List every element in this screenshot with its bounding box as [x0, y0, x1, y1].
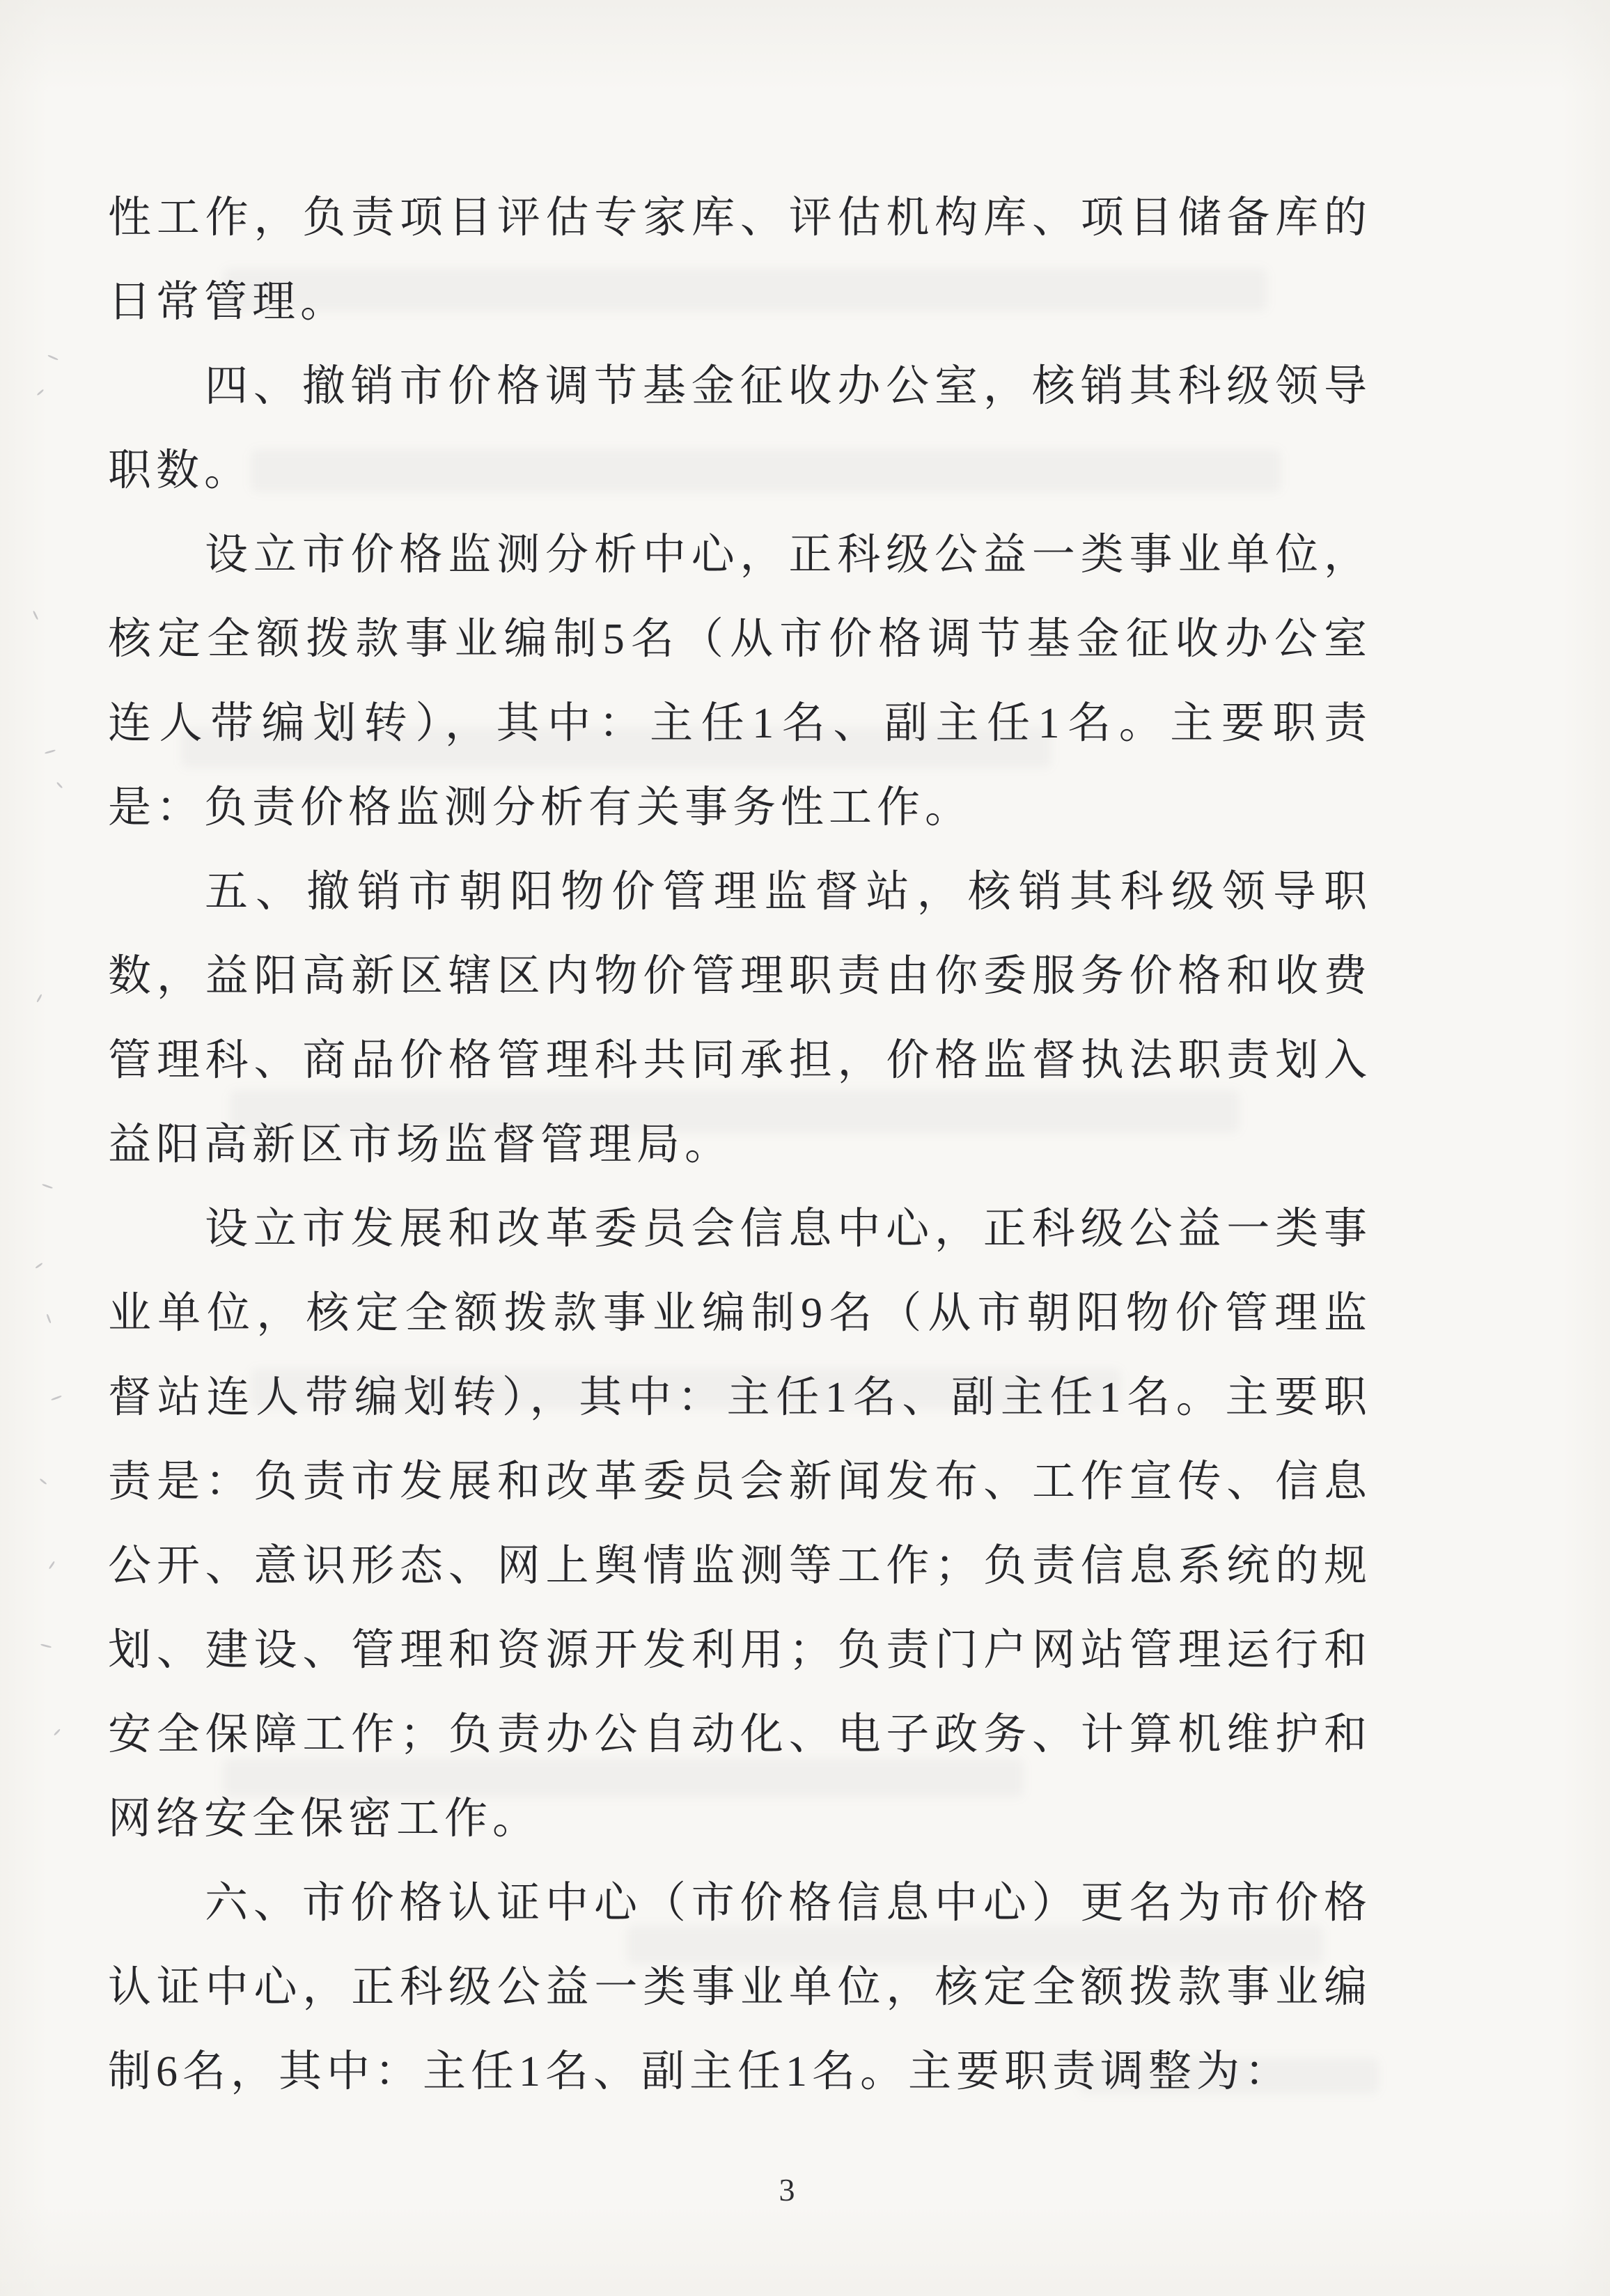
scan-mark: [42, 1183, 53, 1189]
scan-mark: [49, 1561, 56, 1569]
scan-mark: [35, 1263, 43, 1269]
scan-mark: [47, 354, 58, 361]
body-paragraph: 设立市发展和改革委员会信息中心，正科级公益一类事业单位，核定全额拨款事业编制9名（从市朝阳物价管理监督站连人带编划转），其中：主任1名、副主任1名。主要职责是：负责市发展和改革委员会新闻发布、工作宣传、信息公开、意识形态、网上舆情监测等工作；负责信息系统的规划、建设、管理和资源开发利用；负责门户网站管理运行和安全保障工作；负责办公自动化、电子政务、计算机维护和网络安全保密工作。: [108, 1205, 1372, 1843]
scan-mark: [45, 749, 56, 754]
scan-mark: [51, 1395, 62, 1400]
scan-mark: [36, 994, 42, 1003]
body-paragraph: 五、撤销市朝阳物价管理监督站，核销其科级领导职数，益阳高新区辖区内物价管理职责由你委服务价格和收费管理科、商品价格管理科共同承担，价格监督执法职责划入益阳高新区市场监督管理局。: [108, 868, 1372, 1169]
document-body: [108, 176, 1372, 2114]
body-paragraph: 六、市价格认证中心（市价格信息中心）更名为市价格认证中心，正科级公益一类事业单位，核定全额拨款事业编制6名，其中：主任1名、副主任1名。主要职责调整为：: [108, 1880, 1372, 2095]
scan-mark: [36, 389, 44, 396]
scan-mark: [39, 1478, 47, 1485]
body-paragraph: 四、撤销市价格调节基金征收办公室，核销其科级领导职数。: [108, 363, 1372, 494]
scan-mark: [40, 1643, 52, 1648]
scan-mark: [33, 611, 39, 620]
body-paragraph: 设立市价格监测分析中心，正科级公益一类事业单位，核定全额拨款事业编制5名（从市价格调节基金征收办公室连人带编划转），其中：主任1名、副主任1名。主要职责是：负责价格监测分析有关事务性工作。: [108, 531, 1372, 831]
scan-mark: [46, 1313, 52, 1323]
page-number: 3: [779, 2172, 795, 2208]
body-paragraph: 性工作，负责项目评估专家库、评估机构库、项目储备库的日常管理。: [108, 194, 1372, 326]
scan-mark: [54, 1728, 61, 1736]
scan-mark: [56, 781, 63, 788]
